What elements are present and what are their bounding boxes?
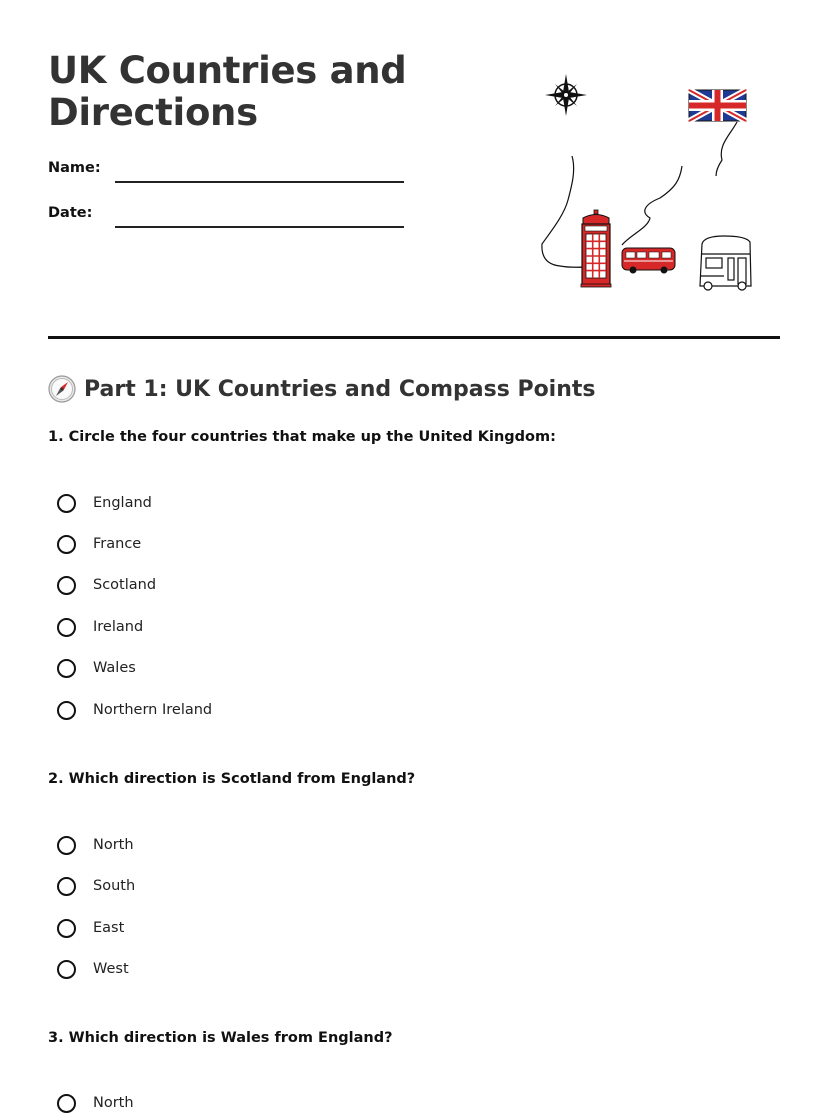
section-title: Part 1: UK Countries and Compass Points [84,376,596,402]
telephone-box-icon [581,210,611,287]
option-label: North [93,837,134,853]
option-label: France [93,536,142,552]
option-west[interactable] [57,956,129,982]
date-input-line[interactable] [115,226,404,228]
option-label: North [93,1095,134,1111]
radio-circle[interactable] [57,701,76,720]
option-scotland[interactable] [57,572,156,598]
option-england[interactable] [57,490,152,516]
option-label: Wales [93,660,136,676]
date-field [48,205,408,229]
radio-circle[interactable] [57,659,76,678]
name-label: Name: [48,160,101,176]
name-field [48,160,408,184]
section-heading [48,373,596,405]
radio-circle[interactable] [57,836,76,855]
option-ireland[interactable] [57,614,143,640]
radio-circle[interactable] [57,1094,76,1113]
compass-icon [48,375,76,403]
option-wales[interactable] [57,655,136,681]
radio-circle[interactable] [57,919,76,938]
radio-circle[interactable] [57,618,76,637]
radio-circle[interactable] [57,576,76,595]
union-jack-flag-icon [689,90,746,121]
option-label: England [93,495,152,511]
option-label: Northern Ireland [93,702,213,718]
uk-illustration [530,60,770,300]
name-input-line[interactable] [115,181,404,183]
option-label: Ireland [93,619,144,635]
option-label: Scotland [93,577,157,593]
question-1: 1. Circle the four countries that make up the United Kingdom: [48,429,556,445]
option-label: West [93,961,129,977]
radio-circle[interactable] [57,535,76,554]
compass-rose-icon [545,74,587,116]
radio-circle[interactable] [57,960,76,979]
option-label: East [93,920,125,936]
radio-circle[interactable] [57,494,76,513]
red-bus-icon [622,248,675,274]
option-south[interactable] [57,873,135,899]
option-north[interactable] [57,832,134,858]
option-north[interactable] [57,1090,134,1116]
radio-circle[interactable] [57,877,76,896]
date-label: Date: [48,205,93,221]
question-3: 3. Which direction is Wales from England? [48,1030,393,1046]
option-east[interactable] [57,915,124,941]
option-france[interactable] [57,531,141,557]
option-northern-ireland[interactable] [57,697,212,723]
question-2: 2. Which direction is Scotland from England? [48,771,416,787]
bus-outline-icon [700,236,751,290]
header-divider [48,336,780,339]
page-title: UK Countries and Directions [48,49,407,134]
option-label: South [93,878,136,894]
